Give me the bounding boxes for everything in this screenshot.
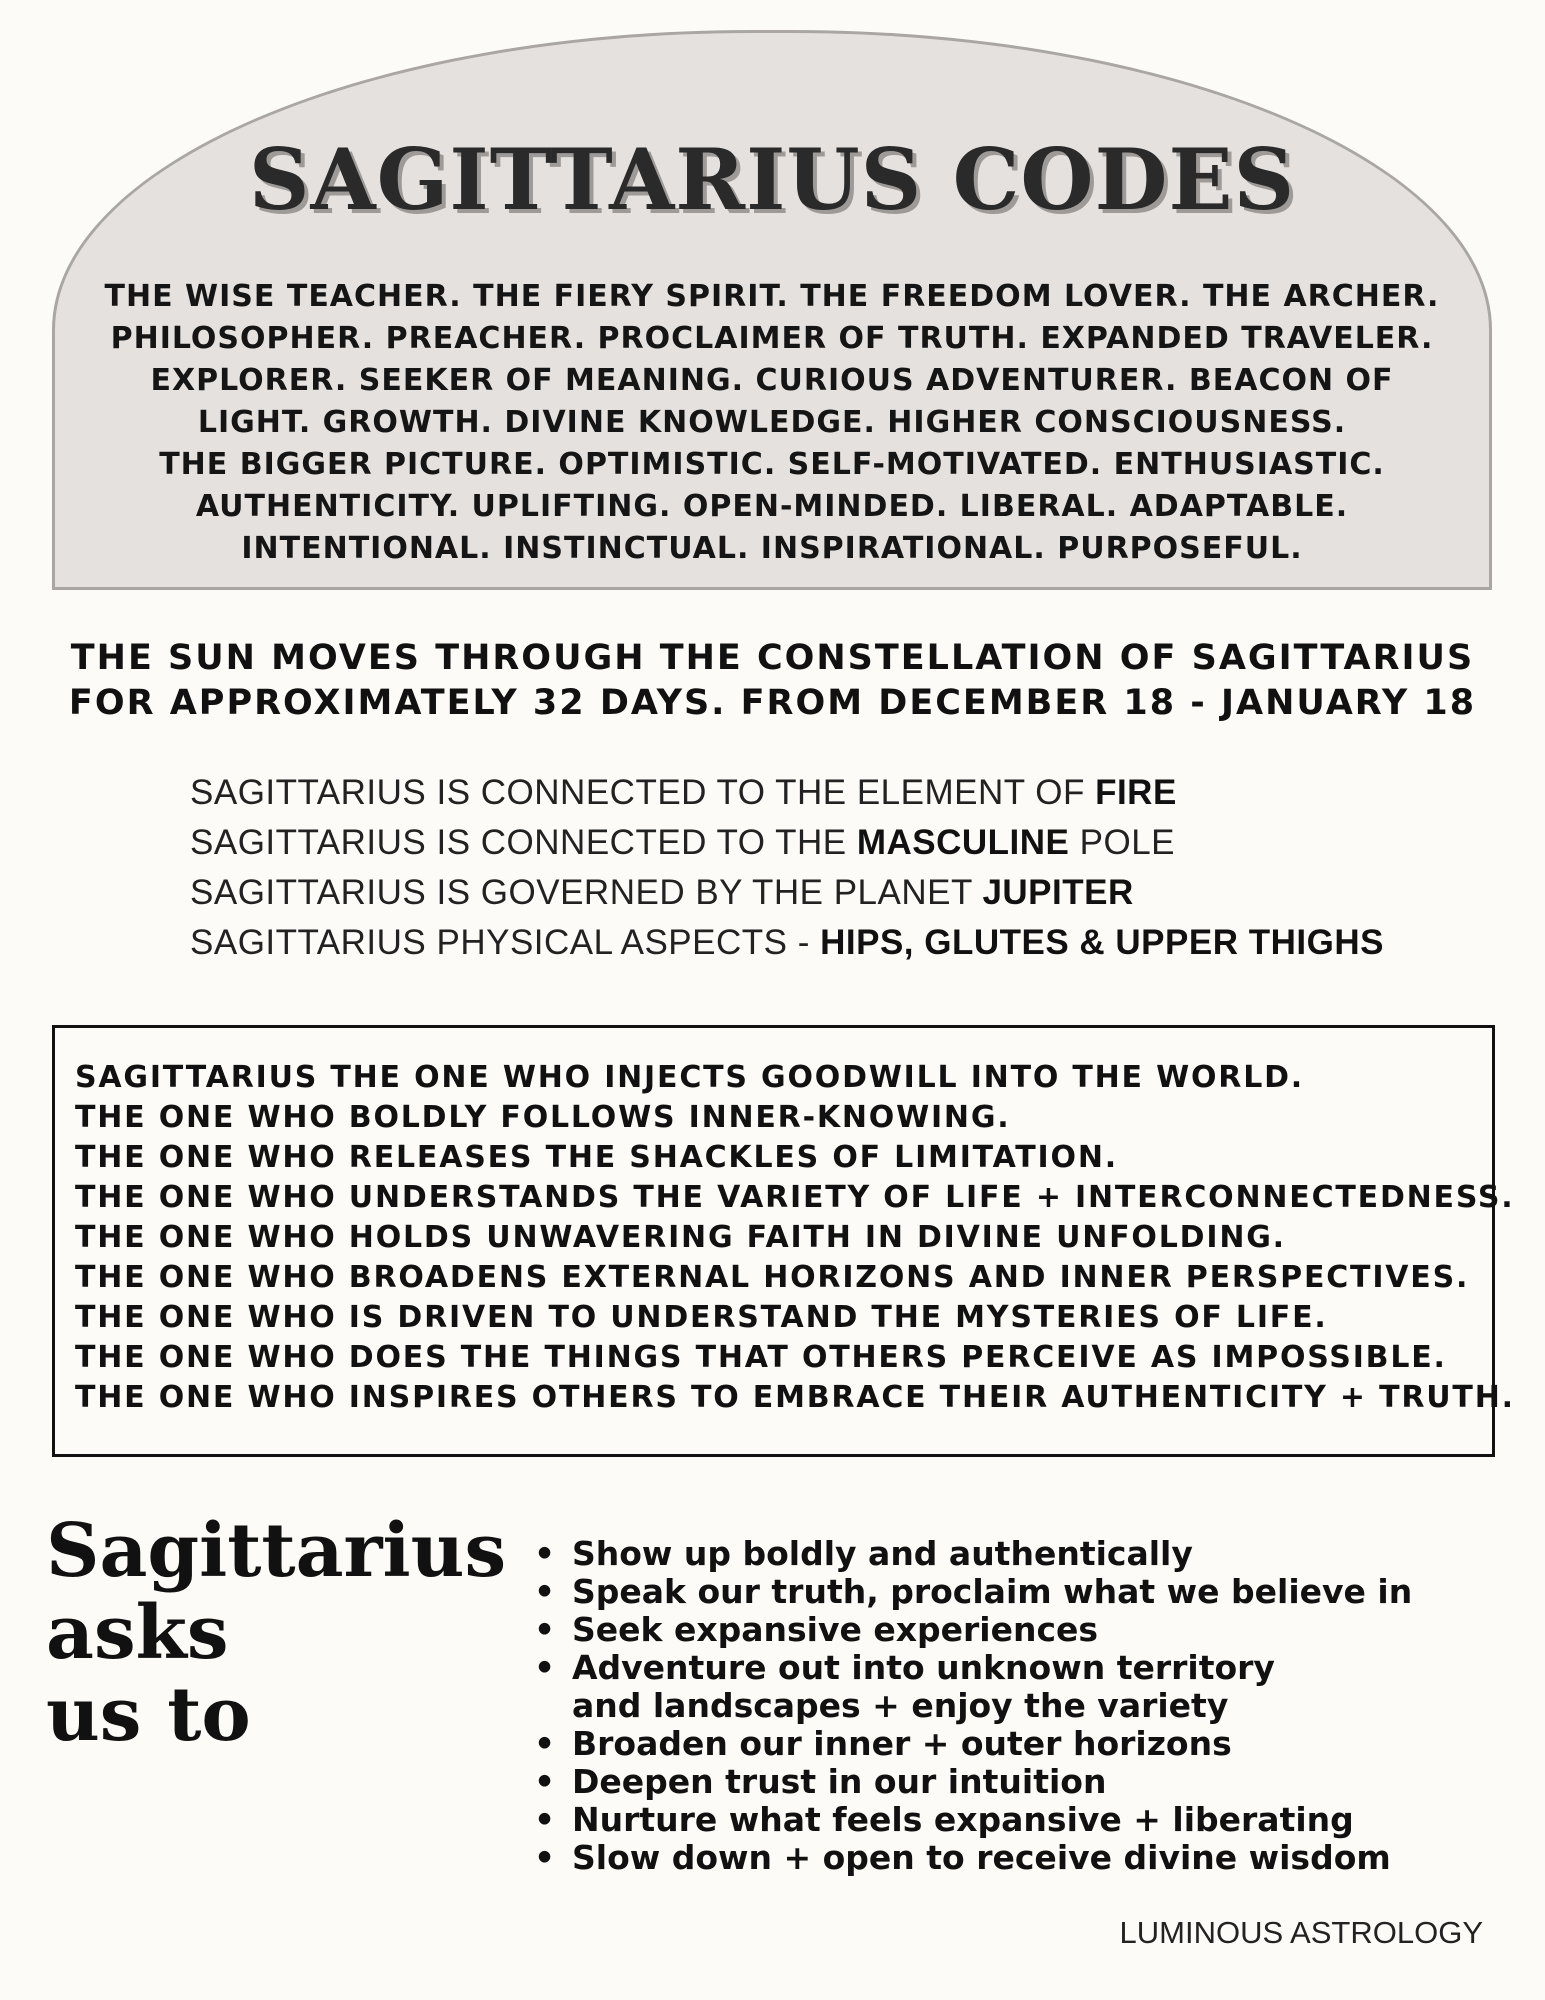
- asks-list: [534, 1535, 1412, 1877]
- asks-item: • Deepen trust in our intuition: [534, 1763, 1412, 1801]
- the-one-line: THE ONE WHO BROADENS EXTERNAL HORIZONS AND INNER PERSPECTIVES.: [75, 1260, 1470, 1295]
- asks-item: • Speak our truth, proclaim what we believe in: [534, 1573, 1412, 1611]
- the-one-box: [52, 1025, 1515, 1457]
- codes-line: EXPLORER. SEEKER OF MEANING. CURIOUS ADVENTURER. BEACON OF: [150, 363, 1394, 398]
- the-one-list: [75, 1058, 1515, 1418]
- asks-item: • Adventure out into unknown territory and landscapes + enjoy the variety: [534, 1649, 1332, 1725]
- fact-pole: SAGITTARIUS IS CONNECTED TO THE MASCULINE POLE: [190, 823, 1176, 862]
- asks-item: • Broaden our inner + outer horizons: [534, 1725, 1412, 1763]
- asks-item: • Seek expansive experiences: [534, 1611, 1412, 1649]
- codes-line: THE BIGGER PICTURE. OPTIMISTIC. SELF-MOTIVATED. ENTHUSIASTIC.: [159, 447, 1385, 482]
- the-one-line: THE ONE WHO HOLDS UNWAVERING FAITH IN DIVINE UNFOLDING.: [75, 1220, 1286, 1255]
- sun-line: THE SUN MOVES THROUGH THE CONSTELLATION OF SAGITTARIUS: [70, 638, 1475, 678]
- asks-item: • Show up boldly and authentically: [534, 1535, 1412, 1573]
- the-one-line: THE ONE WHO UNDERSTANDS THE VARIETY OF LIFE + INTERCONNECTEDNESS.: [75, 1180, 1515, 1215]
- codes-line: LIGHT. GROWTH. DIVINE KNOWLEDGE. HIGHER CONSCIOUSNESS.: [197, 405, 1347, 440]
- facts-list: [190, 768, 1384, 968]
- fact-physical: SAGITTARIUS PHYSICAL ASPECTS - HIPS, GLUTES & UPPER THIGHS: [190, 923, 1384, 962]
- the-one-line: SAGITTARIUS THE ONE WHO INJECTS GOODWILL INTO THE WORLD.: [75, 1060, 1305, 1095]
- codes-list: [52, 276, 1492, 570]
- fact-element: SAGITTARIUS IS CONNECTED TO THE ELEMENT OF FIRE: [190, 773, 1177, 812]
- codes-line: PHILOSOPHER. PREACHER. PROCLAIMER OF TRUTH. EXPANDED TRAVELER.: [110, 321, 1434, 356]
- codes-line: INTENTIONAL. INSTINCTUAL. INSPIRATIONAL. PURPOSEFUL.: [241, 531, 1303, 566]
- the-one-line: THE ONE WHO IS DRIVEN TO UNDERSTAND THE MYSTERIES OF LIFE.: [75, 1300, 1328, 1335]
- fact-planet: SAGITTARIUS IS GOVERNED BY THE PLANET JUPITER: [190, 873, 1134, 912]
- asks-item: • Nurture what feels expansive + liberating: [534, 1801, 1412, 1839]
- page-title: SAGITTARIUS CODES: [248, 130, 1296, 229]
- codes-line: AUTHENTICITY. UPLIFTING. OPEN-MINDED. LIBERAL. ADAPTABLE.: [195, 489, 1349, 524]
- brand-footer: LUMINOUS ASTROLOGY: [1119, 1915, 1483, 1950]
- sun-line: FOR APPROXIMATELY 32 DAYS. FROM DECEMBER 18 - JANUARY 18: [68, 683, 1477, 723]
- asks-heading: Sagittarius asks us to: [46, 1508, 507, 1758]
- sun-transit-statement: [0, 636, 1545, 726]
- the-one-line: THE ONE WHO RELEASES THE SHACKLES OF LIMITATION.: [75, 1140, 1118, 1175]
- the-one-line: THE ONE WHO DOES THE THINGS THAT OTHERS PERCEIVE AS IMPOSSIBLE.: [75, 1340, 1447, 1375]
- codes-line: THE WISE TEACHER. THE FIERY SPIRIT. THE FREEDOM LOVER. THE ARCHER.: [104, 279, 1440, 314]
- the-one-line: THE ONE WHO BOLDLY FOLLOWS INNER-KNOWING.: [75, 1100, 1011, 1135]
- the-one-line: THE ONE WHO INSPIRES OTHERS TO EMBRACE THEIR AUTHENTICITY + TRUTH.: [75, 1380, 1515, 1415]
- asks-item: • Slow down + open to receive divine wisdom: [534, 1839, 1412, 1877]
